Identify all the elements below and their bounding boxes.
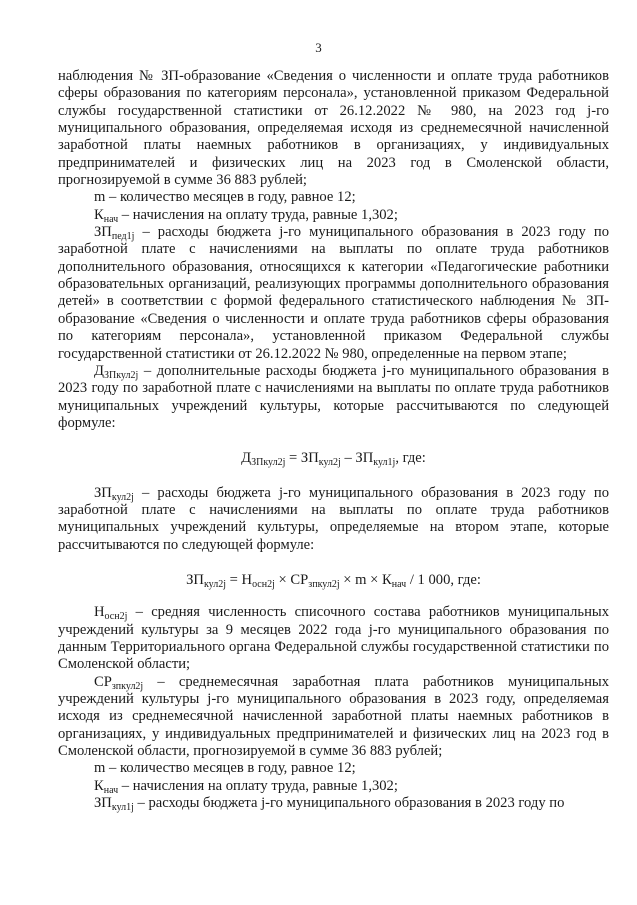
definition-text: – среднемесячная заработная плата работников муниципальных учреждений культуры j-го муниципального образования в 2023 году, определяемая исходя из среднемесячной начисленной заработной платы наемных работников в организациях, у индивидуальных предпринимателей и физических лиц на 2023 год в Смоленской области, прогнозируемой в сумме 36 883 рублей; <box>58 673 609 760</box>
symbol-subscript: осн2j <box>104 611 128 623</box>
symbol: К <box>94 777 104 794</box>
definition-text: – расходы бюджета j-го муниципального образования в 2023 году по <box>133 795 565 812</box>
page-number: 3 <box>315 40 322 55</box>
paragraph-k-definition-2 <box>58 778 609 795</box>
symbol: Д <box>94 362 104 379</box>
paragraph-zp-kul1-definition <box>58 795 609 812</box>
paragraph-m-definition: m – количество месяцев в году, равное 12; <box>94 189 356 206</box>
paragraph-zp-kul2-definition <box>58 485 609 554</box>
symbol-subscript: ЗПкул2j <box>103 369 139 381</box>
paragraph-n-osn-definition <box>58 604 609 673</box>
symbol: К <box>94 206 104 223</box>
paragraph-sr-zp-definition <box>58 674 609 761</box>
symbol: ЗП <box>94 795 112 812</box>
definition-text: – средняя численность списочного состава работников муниципальных учреждений культуры за 9 месяцев 2022 года j-го муниципального образования по данным Территориального органа Федеральной службы государственной статистики по Смоленской области; <box>58 604 609 673</box>
symbol-subscript: пед1j <box>111 231 135 243</box>
symbol-subscript: кул2j <box>111 491 134 503</box>
definition-text: – расходы бюджета j-го муниципального образования в 2023 году по заработной плате с начислениями на выплаты по оплате труда работников дополнительного образования, относящихся к категории «Педагогические работники образовательных организаций, реализующих программы дополнительного образования детей» в соответствии с формой федерального статистического наблюдения № ЗП-образование «Сведения о численности и оплате труда работников сферы образования по категориям персонала», установленной приказом Федеральной службы государственной статистики от 26.12.2022 № 980, определенные на первом этапе; <box>58 224 609 362</box>
definition-text: – дополнительные расходы бюджета j-го муниципального образования в 2023 году по заработной плате с начислениями на выплаты по оплате труда работников муниципальных учреждений культуры, которые рассчитываются по следующей формуле: <box>58 362 609 431</box>
paragraph-m-definition-2: m – количество месяцев в году, равное 12; <box>94 760 356 777</box>
paragraph-zp-ped-definition <box>58 224 609 363</box>
symbol-subscript: нач <box>103 213 119 225</box>
definition-text: – начисления на оплату труда, равные 1,302; <box>118 777 398 794</box>
paragraph-k-definition <box>58 207 609 224</box>
formula-1: $Д_{ЗПкул2j} = ЗП_{кул2j} - ЗП_{кул1j}$, где: <box>241 450 426 469</box>
definition-text: – начисления на оплату труда, равные 1,302; <box>118 206 398 223</box>
symbol: Н <box>94 604 105 621</box>
definition-text: – расходы бюджета j-го муниципального образования в 2023 году по заработной плате с начислениями на выплаты по оплате труда работников муниципальных учреждений культуры, определяемые на втором этапе, которые рассчитываются по следующей формуле: <box>58 484 609 553</box>
symbol-subscript: зпкул2j <box>111 680 144 692</box>
symbol-subscript: кул1j <box>111 802 134 814</box>
symbol-subscript: нач <box>103 784 119 796</box>
document-body <box>58 68 609 812</box>
paragraph-continuation: наблюдения № ЗП-образование «Сведения о численности и оплате труда работников сферы образования по категориям персонала», установленной приказом Федеральной службы государственной статистики от 26.12.2022 № 980, на 2023 год j-го муниципального образования, определяемая исходя из среднемесячной начисленной заработной платы наемных работников в организациях, у индивидуальных предпринимателей и физических лиц на 2023 год в Смоленской области, прогнозируемой в сумме 36 883 рублей; <box>58 68 609 189</box>
paragraph-d-zp-definition <box>58 363 609 432</box>
formula-2: $ЗП_{кул2j} = Н_{осн2j} \times СР_{зпкул2j} \times m \times К_{нач} / 1$ 000, где: <box>186 571 481 590</box>
symbol: ЗП <box>94 484 112 501</box>
symbol: ЗП <box>94 224 112 241</box>
symbol: СР <box>94 673 112 690</box>
